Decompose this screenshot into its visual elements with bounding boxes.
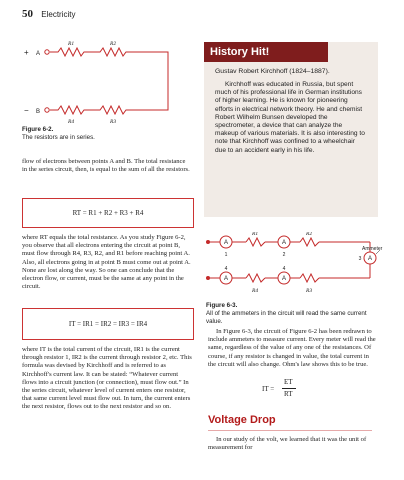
ammeter-4-symbol: A <box>223 276 229 282</box>
terminal-top <box>206 240 210 244</box>
left-para-2: where RT equals the total resistance. As you study Figure 6-2, you observe that all electrons entering the circuit at point B, must flow through R4, R3, R2, and R1 before reaching point A. Also, all electrons going in at point B must come out at point A. None are lost along the way. So one can conclude that the electron flow, or current, must be the same at any point in the circuit. <box>22 234 191 291</box>
voltage-drop-heading: Voltage Drop <box>208 414 276 426</box>
history-hit-text: Kirchhoff was educated in Russia, but spent much of his professional life in German institutions of higher learning. He is known for pioneering efforts in electrical network theory. He and chemist Robert Wilhelm Bunsen developed the spectrometer, a device that can analyze the makeup of various materials. It is also interesting to note that Kirchhoff was confined to a wheelchair due to an accident early in his life. <box>215 81 365 154</box>
series-current-equation <box>22 308 194 340</box>
page-number: 50 <box>22 8 33 20</box>
ohms-law-equation <box>262 378 342 400</box>
minus-terminal: − <box>24 106 29 115</box>
right-para-1: In Figure 6-3, the circuit of Figure 6-2 has been redrawn to include ammeters to measure current. Every meter will read the same, regardless of the value of any one of the resistances. Of course, if any resistor is changed in value, the total current in the circuit will also change. Ohm's law shows this to be true. <box>208 328 376 368</box>
history-hit-title: History Hit! <box>204 42 328 62</box>
fig63-r3-label: R3 <box>306 288 313 294</box>
heading-rule <box>208 430 372 431</box>
r4-label: R4 <box>68 119 75 125</box>
ammeter-2-number: 2 <box>282 252 286 258</box>
left-para-3: where IT is the total current of the circuit, IR1 is the current through resistor 1, IR2 is the current through resistor 2, etc. This formula was devised by Kirchhoff and is referred to as Kirchhoff's current law. It can be stated: “Whatever current flows into a circuit junction (or connection), must flow out.” In the series circuit, whatever level of current enters one resistor, that same current level must flow out. In turn, the current enters the next resistor, flows out to the next resistor and so on. <box>22 346 192 411</box>
section-name: Electricity <box>41 10 76 19</box>
page-header <box>22 8 75 20</box>
r1-label: R1 <box>68 41 75 47</box>
ammeter-2-symbol: A <box>281 240 287 246</box>
ohms-law-left: IT = <box>262 385 275 393</box>
figure-6-2-caption <box>22 126 182 142</box>
figure-6-3-caption <box>206 302 376 326</box>
fig63-r2-label: R2 <box>306 232 313 237</box>
fig63-r4-label: R4 <box>252 288 259 294</box>
figure-6-3-caption-text: All of the ammeters in the circuit will read the same current value. <box>206 310 367 325</box>
ammeter-5-symbol: A <box>281 276 287 282</box>
ammeter-3-symbol: A <box>367 256 373 262</box>
ammeter-5-number: 4 <box>282 266 286 272</box>
plus-terminal: + <box>24 48 29 57</box>
point-a-label: A <box>36 51 41 57</box>
ohms-law-numerator: ET <box>284 378 293 386</box>
ammeter-3-number: 3 <box>358 256 362 262</box>
fig63-r1-label: R1 <box>252 232 259 237</box>
ammeter-label: Ammeter <box>362 246 383 252</box>
point-b-label: B <box>36 109 41 115</box>
ammeter-4-number: 4 <box>224 266 228 272</box>
fraction-bar <box>282 388 296 389</box>
figure-6-3-circuit <box>200 232 390 312</box>
right-para-2: In our study of the volt, we learned that it was the unit of measurement for <box>208 436 367 452</box>
terminal-bottom <box>206 276 210 280</box>
equation-it: IT = IR1 = IR2 = IR3 = IR4 <box>68 320 148 328</box>
r2-label: R2 <box>110 41 117 47</box>
ohms-law-denominator: RT <box>284 390 293 398</box>
figure-6-2-caption-text: The resistors are in series. <box>22 134 95 141</box>
figure-6-2-caption-title: Figure 6-2. <box>22 126 54 133</box>
equation-rt: RT = R1 + R2 + R3 + R4 <box>72 209 144 217</box>
ammeter-1-symbol: A <box>223 240 229 246</box>
figure-6-3-caption-title: Figure 6-3. <box>206 302 238 309</box>
r3-label: R3 <box>110 119 117 125</box>
left-para-1: flow of electrons between points A and B. The total resistance in the series circuit, then, is equal to the sum of all the resistors. <box>22 158 190 174</box>
figure-6-2-circuit <box>18 38 188 130</box>
history-hit-box <box>204 42 378 217</box>
series-resistance-equation <box>22 198 194 228</box>
ammeter-1-number: 1 <box>224 252 228 258</box>
history-hit-heading: Gustav Robert Kirchhoff (1824–1887). <box>215 68 330 75</box>
